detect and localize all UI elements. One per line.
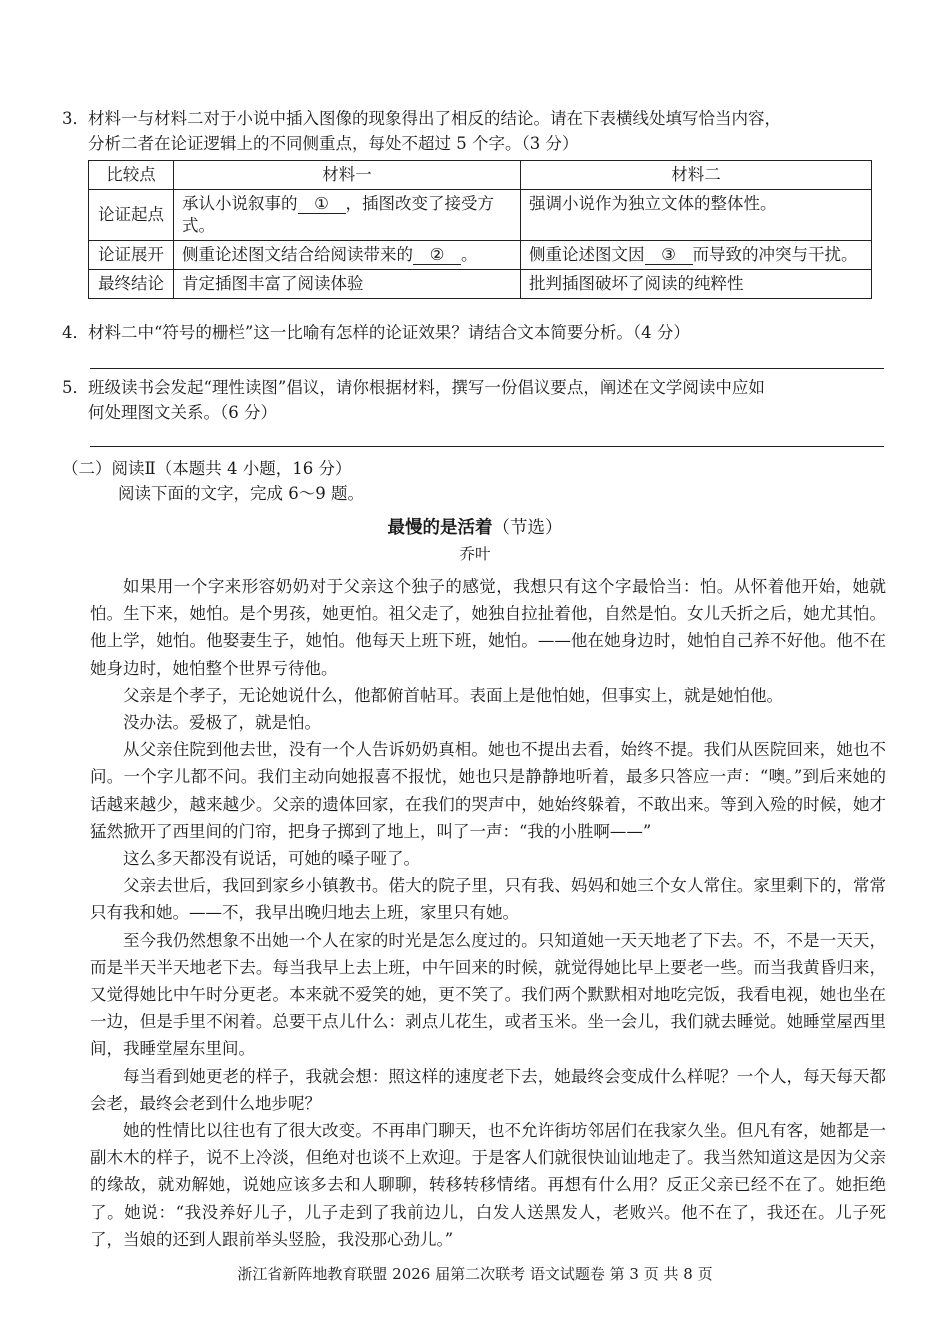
question-number: 4． bbox=[62, 323, 89, 342]
question-text-line: 材料一与材料二对于小说中插入图像的现象得出了相反的结论。请在下表横线处填写恰当内容， bbox=[88, 109, 781, 128]
answer-blank-2[interactable]: ② bbox=[413, 245, 461, 265]
story-author: 乔叶 bbox=[459, 545, 491, 563]
comparison-table bbox=[88, 160, 872, 299]
story-paragraph: 如果用一个字来形容奶奶对于父亲这个独子的感觉，我想只有这个字最恰当：怕。从怀着他开始，她就怕。生下来，她怕。是个男孩，她更怕。祖父走了，她独自拉扯着他，自然是怕。女儿夭折之后，她尤其怕。他上学，她怕。他娶妻生子，她怕。他每天上班下班，她怕。——他在她身边时，她怕自己养不好他。他不在她身边时，她怕整个世界亏待他。 bbox=[90, 577, 886, 678]
question-text-line: 分析二者在论证逻辑上的不同侧重点，每处不超过 5 个字。（3 分） bbox=[88, 134, 579, 153]
question-text-line: 何处理图文关系。（6 分） bbox=[88, 403, 277, 422]
row-label: 论证起点 bbox=[89, 190, 174, 241]
question-text-line: 班级读书会发起“理性读图”倡议，请你根据材料，撰写一份倡议要点，阐述在文学阅读中应如 bbox=[88, 378, 765, 397]
story-title-text: 最慢的是活着 bbox=[387, 518, 493, 538]
story-paragraph: 从父亲住院到他去世，没有一个人告诉奶奶真相。她也不提出去看，始终不提。我们从医院回来，她也不问。一个字儿都不问。我们主动向她报喜不报忧，她也只是静静地听着，最多只答应一声：“噢。”到后来她的话越来越少，越来越少。父亲的遗体回家，在我们的哭声中，她始终躲着，不敢出来。等到入殓的时候，她才猛然掀开了西里间的门帘，把身子掷到了地上，叫了一声：“我的小胜啊——” bbox=[90, 740, 886, 841]
answer-blank-1[interactable]: ① bbox=[298, 194, 346, 214]
question-3 bbox=[62, 106, 890, 156]
story-paragraph: 没办法。爱极了，就是怕。 bbox=[123, 713, 321, 733]
table-cell: 肯定插图丰富了阅读体验 bbox=[174, 270, 521, 299]
cell-text: ，插图改变了接受方式。 bbox=[182, 194, 494, 235]
table-header: 材料二 bbox=[521, 161, 872, 190]
story-title-note: （节选） bbox=[492, 518, 563, 538]
section-heading: （二）阅读Ⅱ（本题共 4 小题，16 分） bbox=[62, 459, 352, 478]
question-number: 3． bbox=[62, 109, 89, 128]
table-row bbox=[89, 241, 872, 270]
answer-blank-3[interactable]: ③ bbox=[645, 245, 693, 265]
table-cell bbox=[521, 190, 872, 241]
story-paragraph: 这么多天都没有说话，可她的嗓子哑了。 bbox=[123, 849, 420, 869]
row-label: 最终结论 bbox=[89, 270, 174, 299]
table-cell bbox=[174, 190, 521, 241]
answer-line[interactable] bbox=[90, 368, 884, 369]
story-paragraph: 父亲是个孝子，无论她说什么，他都俯首帖耳。表面上是他怕她，但事实上，就是她怕他。 bbox=[123, 685, 783, 705]
story-paragraph: 她的性情比以往也有了很大改变。不再串门聊天，也不允许街坊邻居们在我家久坐。但凡有客，她都是一副木木的样子，说不上冷淡，但绝对也谈不上欢迎。于是客人们就很快讪讪地走了。我当然知道这是因为父亲的缘故，就劝解她，说她应该多去和人聊聊，转移转移情绪。再想有什么用？反正父亲已经不在了。她拒绝了。她说：“我没养好儿子，儿子走到了我前边儿，白发人送黑发人，老败兴。他不在了，我还在。儿子死了，当娘的还到人跟前举头竖脸，我没那心劲儿。” bbox=[90, 1121, 886, 1249]
cell-text: 侧重论述图文因 bbox=[529, 245, 645, 264]
question-5 bbox=[62, 375, 890, 425]
answer-line[interactable] bbox=[90, 446, 884, 447]
cell-text: 而导致的冲突与干扰。 bbox=[692, 245, 858, 264]
table-cell bbox=[521, 241, 872, 270]
cell-text: 。 bbox=[461, 245, 478, 264]
cell-text: 侧重论述图文结合给阅读带来的 bbox=[182, 245, 413, 264]
table-row bbox=[89, 270, 872, 299]
cell-text: 强调小说作为独立文体的整体性。 bbox=[529, 194, 777, 213]
story-paragraph: 父亲去世后，我回到家乡小镇教书。偌大的院子里，只有我、妈妈和她三个女人常住。家里剩下的，常常只有我和她。——不，我早出晚归地去上班，家里只有她。 bbox=[90, 876, 886, 923]
question-text-line: 材料二中“符号的栅栏”这一比喻有怎样的论证效果？请结合文本简要分析。（4 分） bbox=[88, 323, 690, 342]
table-header-row bbox=[89, 161, 872, 190]
page-footer: 浙江省新阵地教育联盟 2026 届第二次联考 语文试题卷 第 3 页 共 8 页 bbox=[237, 1265, 713, 1283]
table-cell: 批判插图破坏了阅读的纯粹性 bbox=[521, 270, 872, 299]
question-4 bbox=[62, 320, 890, 345]
cell-text: 承认小说叙事的 bbox=[182, 194, 298, 213]
question-number: 5． bbox=[62, 378, 89, 397]
story-paragraph: 至今我仍然想象不出她一个人在家的时光是怎么度过的。只知道她一天天地老了下去。不，不是一天天，而是半天半天地老下去。每当我早上去上班，中午回来的时候，就觉得她比早上要老一些。而当我黄昏归来，又觉得她比中午时分更老。本来就不爱笑的她，更不笑了。我们两个默默相对地吃完饭，我看电视，她也坐在一边，但是手里不闲着。总要干点儿什么：剥点儿花生，或者玉米。坐一会儿，我们就去睡觉。她睡堂屋西里间，我睡堂屋东里间。 bbox=[90, 930, 886, 1059]
story-paragraph: 每当看到她更老的样子，我就会想：照这样的速度老下去，她最终会变成什么样呢？一个人，每天每天都会老，最终会老到什么地步呢？ bbox=[90, 1066, 886, 1113]
table-header: 材料一 bbox=[174, 161, 521, 190]
story-title bbox=[0, 514, 950, 539]
section-instruction: 阅读下面的文字，完成 6～9 题。 bbox=[118, 484, 364, 503]
story-body bbox=[90, 573, 886, 1253]
table-header: 比较点 bbox=[89, 161, 174, 190]
table-row bbox=[89, 190, 872, 241]
row-label: 论证展开 bbox=[89, 241, 174, 270]
table-cell bbox=[174, 241, 521, 270]
